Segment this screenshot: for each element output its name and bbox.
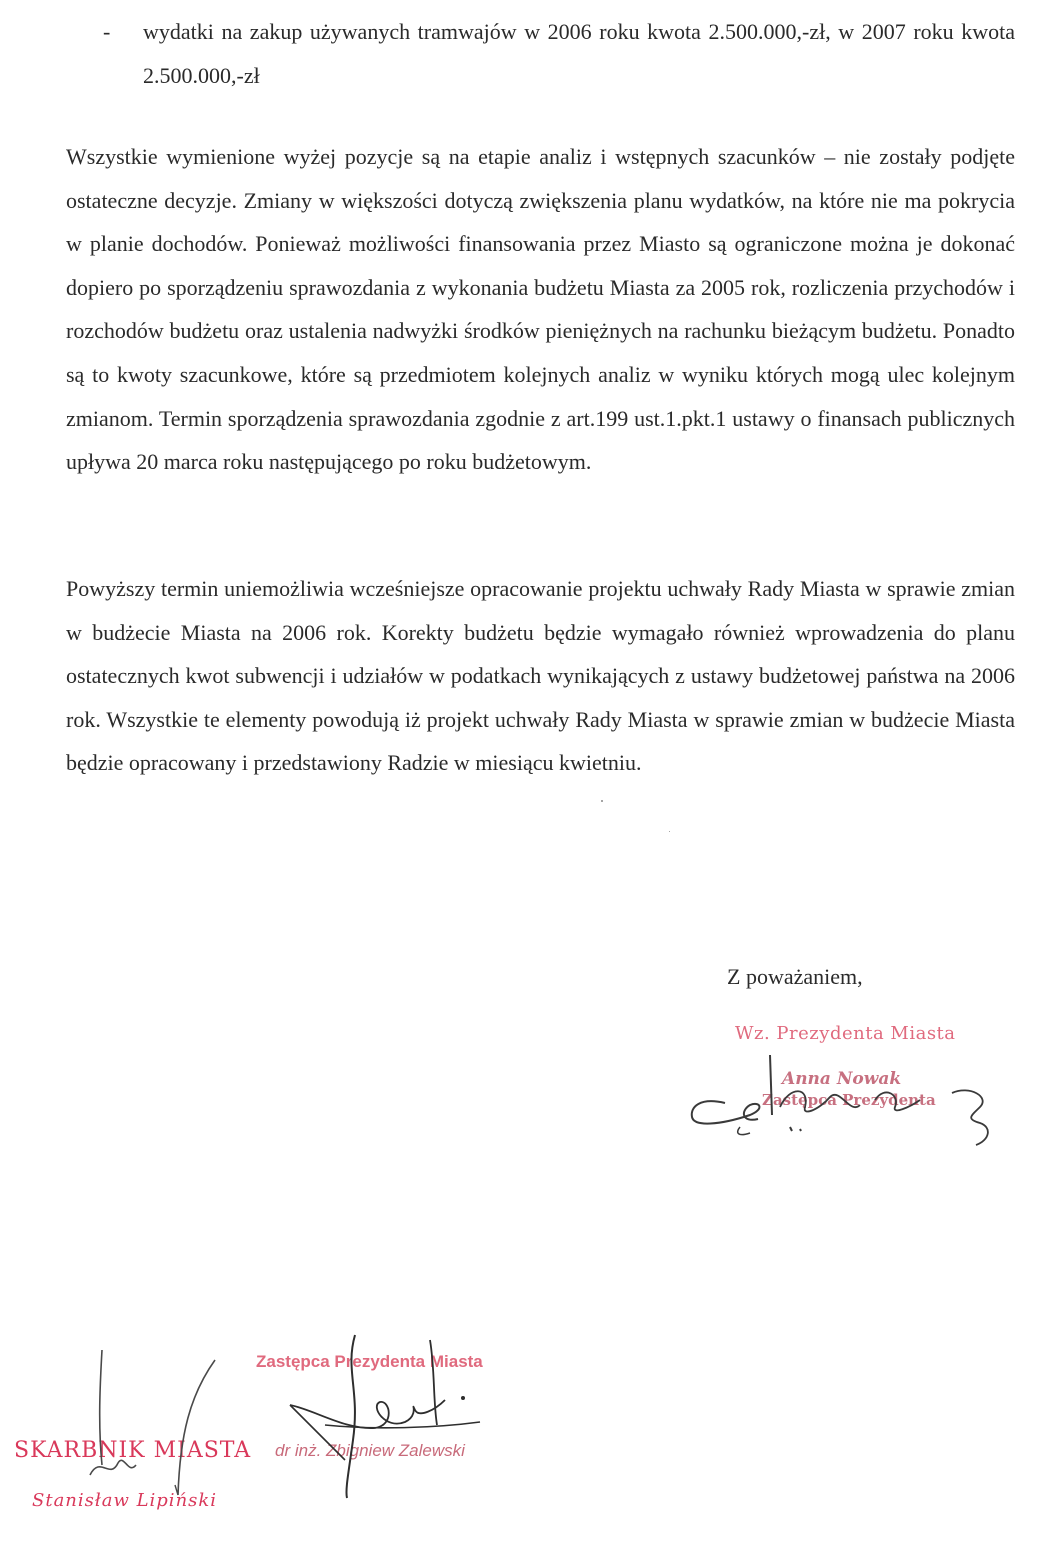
bullet-dash: - (103, 19, 111, 44)
stamp-deputy-mayor-title: Zastępca Prezydenta Miasta (256, 1352, 483, 1371)
scan-speck (669, 831, 670, 832)
stamp-treasurer-name: Stanisław Lipiński (32, 1490, 218, 1511)
signature-treasurer (80, 1345, 220, 1515)
stamp-treasurer-title: SKARBNIK MIASTA (14, 1438, 252, 1463)
scan-speck (601, 800, 603, 802)
signature-deputy-president (680, 1045, 1010, 1155)
paragraph-analysis: Wszystkie wymienione wyżej pozycje są na etapie analiz i wstępnych szacunków – nie zostały podjęte ostateczne decyzje. Zmiany w większości dotyczą zwiększenia planu wydatków, na które nie ma pokrycia w planie dochodów. Ponieważ możliwości finansowania przez Miasto są ograniczone można je dokonać dopiero po sporządzeniu sprawozdania z wykonania budżetu Miasta za 2005 rok, rozliczenia przychodów i rozchodów budżetu oraz ustalenia nadwyżki środków pieniężnych na rachunku bieżącym budżetu. Ponadto są to kwoty szacunkowe, które są przedmiotem kolejnych analiz w wyniku których mogą ulec kolejnym zmianom. Termin sporządzenia sprawozdania zgodnie z art.199 ust.1.pkt.1 ustawy o finansach publicznych upływa 20 marca roku następującego po roku budżetowym. (66, 144, 1015, 475)
paragraph-deadline: Powyższy termin uniemożliwia wcześniejsze opracowanie projektu uchwały Rady Miasta w sprawie zmian w budżecie Miasta na 2006 rok. Korekty budżetu będzie wymagało również wprowadzenia do planu ostatecznych kwot subwencji i udziałów w podatkach wynikających z ustawy budżetowej państwa na 2006 rok. Wszystkie te elementy powodują iż projekt uchwały Rady Miasta w sprawie zmian w budżecie Miasta będzie opracowany i przedstawiony Radzie w miesiącu kwietniu. (66, 576, 1015, 776)
stamp-deputy-title: Zastępca Prezydenta (762, 1091, 936, 1109)
stamp-deputy-name: Anna Nowak (782, 1069, 902, 1089)
bullet-item (103, 10, 1015, 98)
stamp-deputy-mayor-name: dr inż. Zbigniew Zalewski (275, 1441, 465, 1460)
signature-deputy-mayor (285, 1330, 515, 1500)
closing-salutation: Z poważaniem, (727, 964, 863, 989)
stamp-on-behalf-line: Wz. Prezydenta Miasta (735, 1023, 956, 1044)
bullet-text: wydatki na zakup używanych tramwajów w 2006 roku kwota 2.500.000,-zł, w 2007 roku kwota 2.500.000,-zł (143, 19, 1015, 88)
